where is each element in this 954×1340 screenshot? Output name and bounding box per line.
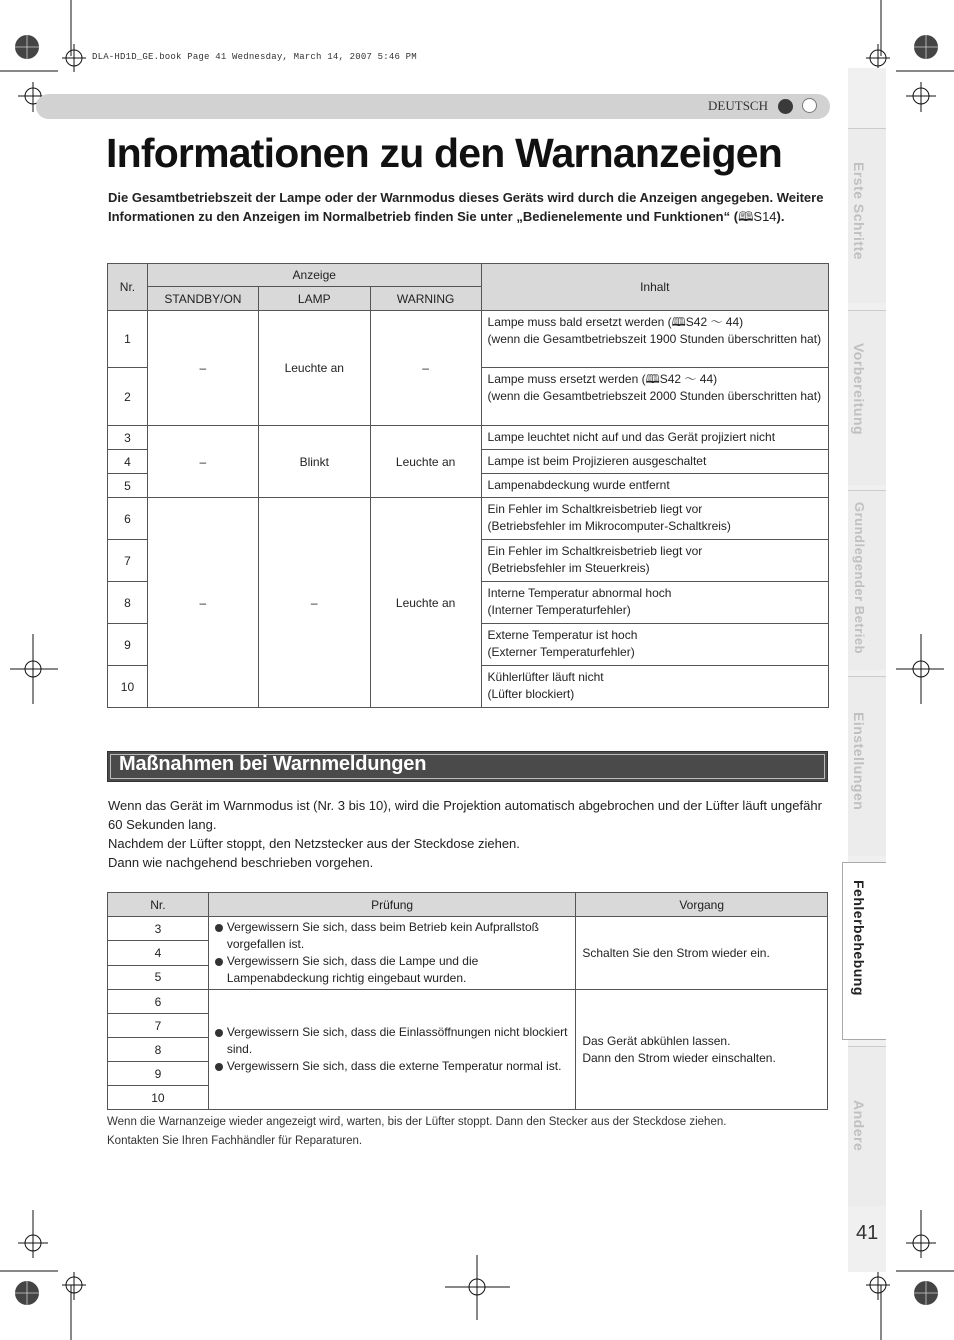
content-ref: S42 ～ 44 [685,315,740,329]
standby-state: – [147,426,258,498]
row-nr: 10 [108,666,148,708]
row-nr: 5 [108,965,209,989]
header-vorgang: Vorgang [576,893,828,917]
check-cell [208,990,576,1110]
row-content: Lampe leuchtet nicht auf und das Gerät projiziert nicht [481,426,828,450]
side-tab-label-active: Fehlerbehebung [851,880,867,996]
header-pruefung: Prüfung [208,893,576,917]
header-standby: STANDBY/ON [147,287,258,311]
intro-paragraph [108,188,836,226]
row-content [481,498,828,540]
table-row [108,917,828,941]
header-inhalt: Inhalt [481,264,828,311]
row-nr: 5 [108,474,148,498]
content-line: Lampe muss ersetzt werden ( [487,372,646,386]
row-content [481,368,828,426]
body-text [108,796,833,872]
row-nr: 9 [108,624,148,666]
side-tab-label: Einstellungen [851,712,867,811]
book-ref-icon: 🕮 [671,315,686,329]
header-anzeige: Anzeige [147,264,481,287]
content-line: Lampe muss bald ersetzt werden ( [487,315,672,329]
content-line: (Lüfter blockiert) [487,687,575,701]
row-nr: 4 [108,450,148,474]
row-content: Lampe ist beim Projizieren ausgeschaltet [481,450,828,474]
intro-text: Die Gesamtbetriebszeit der Lampe oder der Warnmodus dieses Geräts wird durch die Anzeigen angegeben. Weitere Informationen zu den Anzeigen im Normalbetrieb finden Sie unter „Bedienelemente und Funktionen“ ( [108,190,824,224]
row-content [481,582,828,624]
check-item: Vergewissern Sie sich, dass die Einlassöffnungen nicht blockiert sind. [215,1024,570,1058]
body-paragraph: Dann wie nachgehend beschrieben vorgehen. [108,855,374,870]
standby-state: – [147,498,258,708]
row-nr: 8 [108,582,148,624]
row-content [481,666,828,708]
content-line: (Betriebsfehler im Steuerkreis) [487,561,650,575]
action-cell [576,917,828,990]
body-paragraph: Nachdem der Lüfter stoppt, den Netzstecker aus der Steckdose ziehen. [108,836,520,851]
action-line: Schalten Sie den Strom wieder ein. [582,945,770,960]
side-tab-label: Erste Schritte [851,162,867,261]
row-nr: 2 [108,368,148,426]
language-label: DEUTSCH [708,98,768,113]
intro-close: ). [776,209,785,224]
check-item: Vergewissern Sie sich, dass beim Betrieb kein Aufprallstoß vorgefallen ist. [215,919,570,953]
side-tab-label: Grundlegender Betrieb [852,502,867,655]
row-content [481,540,828,582]
warning-state: Leuchte an [370,498,481,708]
action-cell [576,990,828,1110]
action-line: Das Gerät abkühlen lassen. [582,1033,731,1048]
check-item: Vergewissern Sie sich, dass die Lampe und die Lampenabdeckung richtig eingebaut wurden. [215,953,570,987]
warning-state: – [370,311,481,426]
row-nr: 8 [108,1038,209,1062]
book-ref-icon: 🕮 [738,209,754,224]
row-content [481,311,828,368]
header-warning: WARNING [370,287,481,311]
body-paragraph: Wenn das Gerät im Warnmodus ist (Nr. 3 bis 10), wird die Projektion automatisch abgebrochen und der Lüfter läuft ungefähr 60 Sekunden lang. [108,798,822,832]
row-content [481,624,828,666]
content-line-end: ) [713,372,718,386]
row-nr: 3 [108,426,148,450]
lamp-state: Blinkt [258,426,370,498]
check-item: Vergewissern Sie sich, dass die externe Temperatur normal ist. [215,1058,570,1075]
content-line: (Betriebsfehler im Mikrocomputer-Schaltkreis) [487,519,731,533]
action-line: Dann den Strom wieder einschalten. [582,1050,776,1065]
row-nr: 6 [108,990,209,1014]
footnotes [107,1113,832,1151]
header-nr: Nr. [108,264,148,311]
content-line: Kühlerlüfter läuft nicht [487,670,604,684]
table-row [108,311,829,368]
lamp-state: – [258,498,370,708]
check-cell [208,917,576,990]
page-title: Informationen zu den Warnanzeigen [106,130,782,176]
table-row [108,498,829,540]
row-nr: 7 [108,540,148,582]
remedy-table [107,892,828,1110]
content-line: (wenn die Gesamtbetriebszeit 1900 Stunden überschritten hat) [487,332,822,346]
table-row [108,990,828,1014]
warning-state: Leuchte an [370,426,481,498]
section-title: Maßnahmen bei Warnmeldungen [119,753,427,775]
language-indicator-empty-icon [802,98,817,113]
row-content: Lampenabdeckung wurde entfernt [481,474,828,498]
content-line: Ein Fehler im Schaltkreisbetrieb liegt vor [487,544,703,558]
content-line: (wenn die Gesamtbetriebszeit 2000 Stunden überschritten hat) [487,389,822,403]
book-ref-icon: 🕮 [645,372,660,386]
print-header: DLA-HD1D_GE.book Page 41 Wednesday, March 14, 2007 5:46 PM [92,52,417,62]
row-nr: 1 [108,311,148,368]
row-nr: 4 [108,941,209,965]
header-nr: Nr. [108,893,209,917]
content-line: Ein Fehler im Schaltkreisbetrieb liegt vor [487,502,703,516]
row-nr: 6 [108,498,148,540]
header-lamp: LAMP [258,287,370,311]
content-line: (Interner Temperaturfehler) [487,603,631,617]
row-nr: 9 [108,1062,209,1086]
side-tab-label: Andere [851,1100,867,1152]
table-row [108,426,829,450]
content-line-end: ) [739,315,744,329]
row-nr: 7 [108,1014,209,1038]
standby-state: – [147,311,258,426]
content-line: Interne Temperatur abnormal hoch [487,586,672,600]
content-line: Externe Temperatur ist hoch [487,628,638,642]
page-number: 41 [856,1222,879,1244]
footnote: Wenn die Warnanzeige wieder angezeigt wird, warten, bis der Lüfter stoppt. Dann den Stecker aus der Steckdose ziehen. [107,1116,727,1128]
content-line: (Externer Temperaturfehler) [487,645,635,659]
lamp-state: Leuchte an [258,311,370,426]
footnote: Kontakten Sie Ihren Fachhändler für Reparaturen. [107,1135,363,1147]
language-indicator-filled-icon [778,99,793,114]
warning-indicator-table [107,263,829,708]
side-tab-label: Vorbereitung [851,343,867,436]
row-nr: 3 [108,917,209,941]
row-nr: 10 [108,1086,209,1110]
content-ref: S42 ～ 44 [659,372,714,386]
intro-ref: S14 [753,209,777,224]
